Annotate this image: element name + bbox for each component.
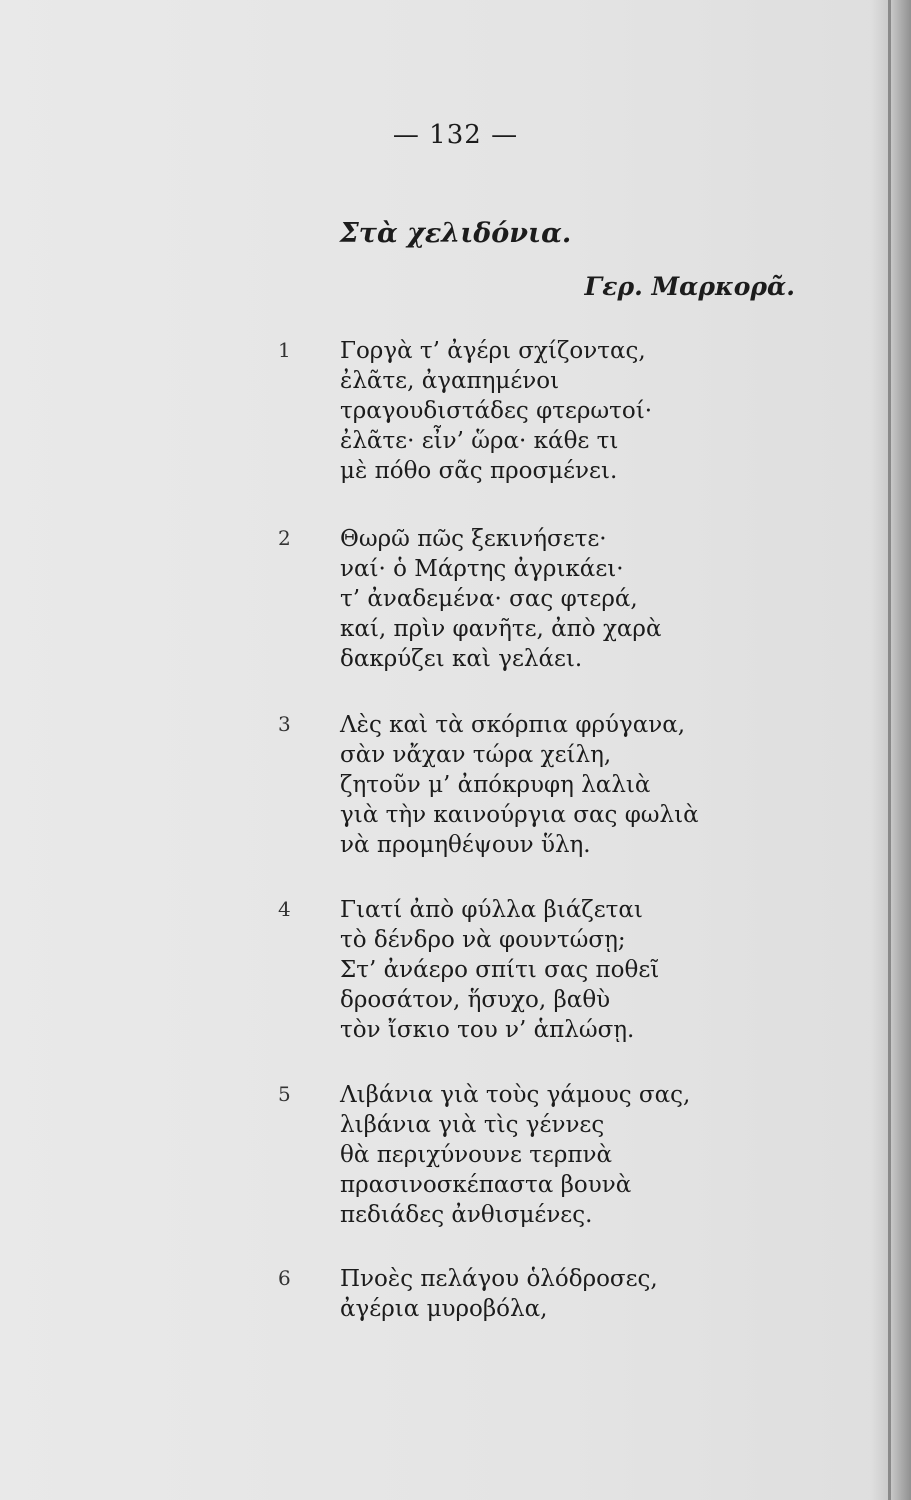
verse-line: ἐλᾶτε· εἶν’ ὥρα· κάθε τι: [340, 428, 619, 454]
stanza-lines: [340, 1264, 820, 1324]
verse-line: τ’ ἀναδεμένα· σας φτερά,: [340, 586, 638, 612]
verse-line: Λὲς καὶ τὰ σκόρπια φρύγανα,: [340, 712, 686, 738]
verse-line: ἐλᾶτε, ἀγαπημένοι: [340, 368, 560, 394]
verse-line: ναί· ὁ Μάρτης ἀγρικάει·: [340, 556, 624, 582]
verse-line: τὸ δένδρο νὰ φουντώσῃ;: [340, 927, 626, 953]
verse-line: θὰ περιχύνουνε τερπνὰ: [340, 1142, 612, 1168]
verse-line: ἀγέρια μυροβόλα,: [340, 1296, 548, 1322]
verse-line: Γιατί ἀπὸ φύλλα βιάζεται: [340, 897, 643, 923]
stanza-number: 4: [278, 897, 291, 921]
verse-line: λιβάνια γιὰ τὶς γέννες: [340, 1112, 605, 1138]
page-number: — 132 —: [392, 120, 519, 150]
stanza-lines: [340, 336, 820, 486]
verse-line: Στ’ ἀνάερο σπίτι σας ποθεῖ: [340, 957, 660, 983]
verse-line: γιὰ τὴν καινούργια σας φωλιὰ: [340, 802, 699, 828]
verse-line: πρασινοσκέπαστα βουνὰ: [340, 1172, 632, 1198]
stanza-lines: [340, 524, 820, 674]
verse-line: Γοργὰ τ’ ἀγέρι σχίζοντας,: [340, 338, 646, 364]
stanza-lines: [340, 1080, 820, 1230]
verse-line: ζητοῦν μ’ ἀπόκρυφη λαλιὰ: [340, 772, 651, 798]
verse-line: τραγουδιστάδες φτερωτοί·: [340, 398, 653, 424]
stanza-number: 2: [278, 526, 291, 550]
verse-line: νὰ προμηθέψουν ὕλη.: [340, 832, 591, 858]
stanza-number: 3: [278, 712, 291, 736]
stanza-number: 1: [278, 338, 291, 362]
verse-line: δροσάτον, ἥσυχο, βαθὺ: [340, 987, 611, 1013]
verse-line: δακρύζει καὶ γελάει.: [340, 646, 583, 672]
poem-title: Στὰ χελιδόνια.: [339, 218, 572, 249]
verse-line: Πνοὲς πελάγου ὁλόδροσες,: [340, 1266, 658, 1292]
stanza-lines: [340, 895, 820, 1045]
poem-author: Γερ. Μαρκορᾶ.: [584, 272, 795, 301]
verse-line: Λιβάνια γιὰ τοὺς γάμους σας,: [340, 1082, 691, 1108]
stanza-number: 6: [278, 1266, 291, 1290]
verse-line: τὸν ἴσκιο του ν’ ἁπλώσῃ.: [340, 1017, 635, 1043]
verse-line: καί, πρὶν φανῆτε, ἀπὸ χαρὰ: [340, 616, 662, 642]
verse-line: Θωρῶ πῶς ξεκινήσετε·: [340, 526, 607, 552]
stanza-number: 5: [278, 1082, 291, 1106]
verse-line: μὲ πόθο σᾶς προσμένει.: [340, 458, 618, 484]
verse-line: πεδιάδες ἀνθισμένες.: [340, 1202, 593, 1228]
verse-line: σὰν νἄχαν τώρα χείλη,: [340, 742, 612, 768]
stanza-lines: [340, 710, 820, 860]
